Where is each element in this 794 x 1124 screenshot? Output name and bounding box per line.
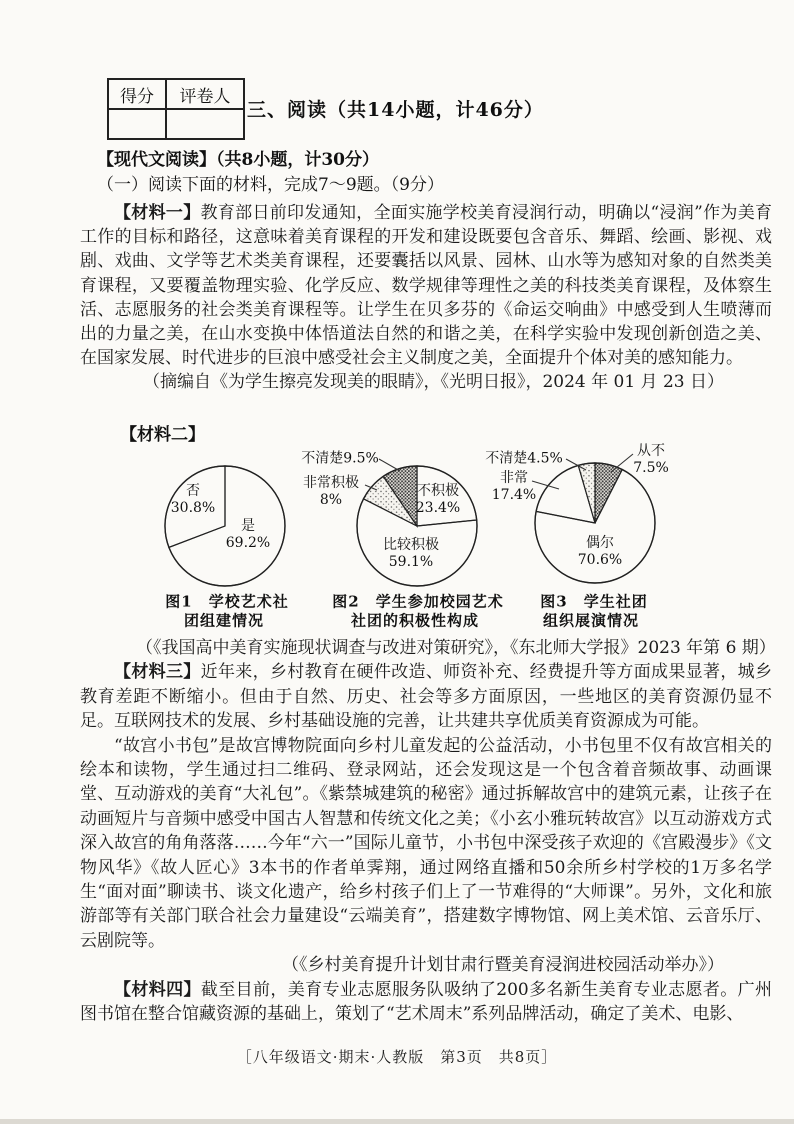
section-title: 三、阅读（共14小题，计46分） (247, 99, 544, 121)
score-value-cell (108, 109, 166, 139)
material3-p2-text: “故宫小书包”是故宫博物院面向乡村儿童发起的公益活动，小书包里不仅有故宫相关的绘本和读物，学生通过扫二维码、登录网站，还会发现这是一个包含着音频故事、动画课堂、互动游戏的美育“大礼包”。《紫禁城建筑的秘密》通过拆解故宫中的建筑元素，让孩子在动画短片与音频中感受中国古人智慧和传统文化之美；《小玄小雅玩转故宫》以互动游戏方式深入故宫的角角落落……今年“六一”国际儿童节，小书包中深受孩子欢迎的《宫殿漫步》《文物风华》《故人匠心》3本书的作者单霁翔，通过网络直播和50余所乡村学校的1万多名学生“面对面”聊读书、谈文化遗产，给乡村孩子们上了一节难得的“大师课”。另外，文化和旅游部等有关部门联合社会力量建设“云端美育”，搭建数字博物馆、网上美术馆、云音乐厅、云剧院等。 (80, 735, 772, 951)
lower-text-block (80, 636, 776, 1027)
page-footer: ［八年级语文·期末·人教版 第3页 共8页］ (236, 1048, 558, 1066)
material1-text: 教育部日前印发通知，全面实施学校美育浸润行动，明确以“浸润”作为美育工作的目标和路径，这意味着美育课程的开发和建设既要包含音乐、舞蹈、绘画、影视、戏剧、戏曲、文学等艺术类美育课程，还要囊括以风景、园林、山水等为感知对象的自然类美育课程，又要覆盖物理实验、化学反应、数学规律等理性之美的科技类美育课程，及体察生活、志愿服务的社会类美育课程等。让学生在贝多芬的《命运交响曲》中感受到人生喷薄而出的力量之美，在山水变换中体悟道法自然的和谐之美，在科学实验中发现创新创造之美、在国家发展、时代进步的巨浪中感受社会主义制度之美，全面提升个体对美的感知能力。 (80, 203, 772, 369)
score-table (107, 78, 245, 140)
chart-caption-图2-line1: 图2 学生参加校园艺术 (332, 592, 504, 611)
pie-label: 不清楚9.5% (301, 450, 379, 467)
chart-caption-图3-line2: 组织展演情况 (542, 611, 640, 630)
material2-label: 【材料二】 (120, 425, 205, 445)
subsection-title: 【现代文阅读】（共8小题，计30分） (97, 150, 379, 170)
chart-caption-图2-line2: 社团的积极性构成 (350, 611, 480, 630)
score-table-empty-row (108, 109, 244, 139)
charts-source: （《我国高中美育实施现状调查与改进对策研究》，《东北师大学报》2023 年第 6 期） (136, 638, 776, 658)
instruction-line: （一）阅读下面的材料，完成7～9题。（9分） (97, 175, 444, 195)
material1-paragraph (80, 201, 772, 370)
material3-p2-source: （《乡村美育提升计划甘肃行暨美育浸润进校园活动举办》） (282, 955, 724, 976)
pie-label: 比较积极 59.1% (383, 537, 439, 570)
label-leader-line (379, 459, 400, 471)
pie-label: 不清楚4.5% (485, 450, 563, 467)
score-label-cell: 得分 (108, 79, 166, 109)
material4-label: 【材料四】 (114, 979, 201, 1000)
pie-label: 从不 7.5% (633, 443, 669, 476)
material1-block (80, 201, 772, 395)
pie-label: 偶尔 70.6% (577, 535, 623, 568)
pie-label: 非常积极 8% (303, 475, 359, 508)
material3-paragraph2 (80, 734, 772, 954)
material3-text: 近年来，乡村教育在硬件改造、师资补充、经费提升等方面成果显著，城乡教育差距不断缩小。但由于自然、历史、社会等多方面原因，一些地区的美育资源仍显不足。互联网技术的发展、乡村基础设施的完善，让共建共享优质美育资源成为可能。 (80, 662, 773, 732)
scan-edge-artifact (0, 1119, 794, 1124)
pie-label: 否 30.8% (170, 483, 216, 516)
pie-slice-图3-不清楚 (578, 463, 595, 523)
chart-caption-图1-line2: 团组建情况 (183, 611, 265, 630)
chart-caption-图1-line1: 图1 学校艺术社 (165, 592, 289, 611)
material3-paragraph (80, 660, 772, 733)
grader-value-cell (166, 109, 244, 139)
pie-label: 不积极 23.4% (415, 483, 461, 516)
material3-label: 【材料三】 (114, 662, 201, 683)
material4-text: 截至目前，美育专业志愿服务队吸纳了200多名新生美育专业志愿者。广州图书馆在整合馆藏资源的基础上，策划了“艺术周末”系列品牌活动，确定了美术、电影、 (80, 979, 773, 1025)
pie-label: 非常 17.4% (491, 470, 537, 503)
material1-label: 【材料一】 (114, 203, 201, 223)
pie-label: 是 69.2% (225, 518, 271, 551)
chart-caption-图3-line1: 图3 学生社团 (540, 592, 648, 611)
grader-label-cell: 评卷人 (166, 79, 244, 109)
score-table-header-row (108, 79, 244, 109)
material2-charts (0, 443, 794, 643)
material1-source: （摘编自《为学生擦亮发现美的眼睛》，《光明日报》，2024 年 01 月 23 日） (142, 372, 724, 393)
material4-paragraph (80, 978, 772, 1027)
